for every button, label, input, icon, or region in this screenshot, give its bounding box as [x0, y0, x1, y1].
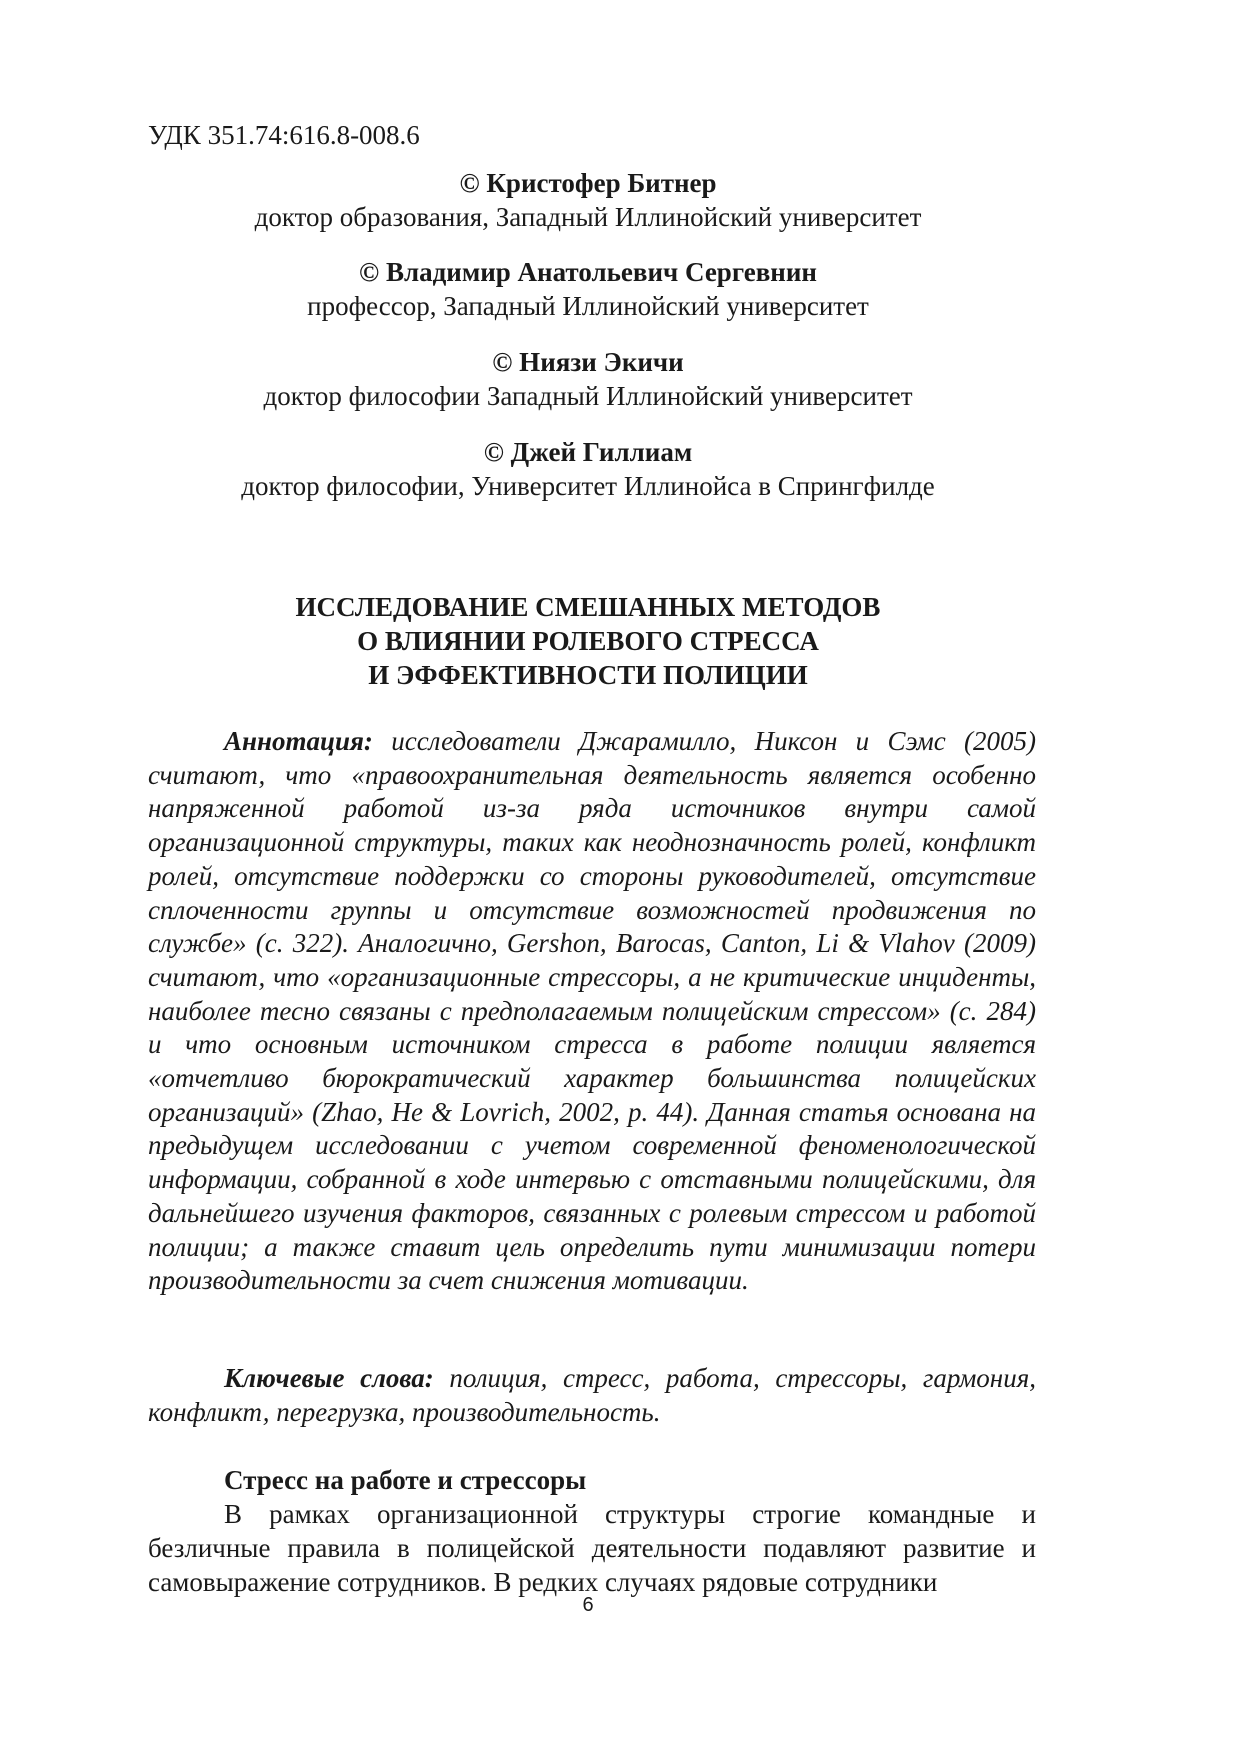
title-line: И ЭФФЕКТИВНОСТИ ПОЛИЦИИ	[368, 660, 808, 690]
page-number: 6	[582, 1594, 594, 1616]
title-line: ИССЛЕДОВАНИЕ СМЕШАННЫХ МЕТОДОВ	[295, 592, 881, 622]
abstract	[148, 725, 1036, 1298]
author-name: © Ниязи Экичи	[492, 347, 684, 377]
keywords-text: полиция, стресс, работа, стрессоры, гармония, конфликт, перегрузка, производительность.	[148, 1363, 1036, 1427]
section-body: В рамках организационной структуры строгие командные и безличные правила в полицейской деятельности подавляют развитие и самовыражение сотрудников. В редких случаях рядовые сотрудники	[148, 1499, 1036, 1597]
author-name: © Джей Гиллиам	[483, 437, 693, 467]
author-affiliation: доктор философии, Университет Иллинойса в Спрингфилде	[241, 471, 935, 501]
author-block	[0, 435, 1176, 503]
abstract-label: Аннотация:	[224, 726, 373, 756]
author-affiliation: доктор образования, Западный Иллинойский университет	[254, 202, 922, 232]
paper-title	[0, 590, 1176, 692]
keywords	[148, 1362, 1036, 1429]
author-affiliation: профессор, Западный Иллинойский университет	[307, 291, 869, 321]
abstract-text: исследователи Джарамилло, Никсон и Сэмс (2005) считают, что «правоохранительная деятельность является особенно напряженной работой из-за ряда источников внутри самой организационной структуры, таких как неоднозначность ролей, конфликт ролей, отсутствие поддержки со стороны руководителей, отсутствие сплоченности группы и отсутствие возможностей продвижения по службе» (с. 322). Аналогично, Gershon, Barocas, Canton, Li & Vlahov (2009) считают, что «организационные стрессоры, а не критические инциденты, наиболее тесно связаны с предполагаемым полицейским стрессом» (с. 284) и что основным источником стресса в работе полиции является «отчетливо бюрократический характер большинства полицейских организаций» (Zhao, He & Lovrich, 2002, p. 44). Данная статья основана на предыдущем исследовании с учетом современной феноменологической информации, собранной в ходе интервью с отставными полицейскими, для дальнейшего изучения факторов, связанных с ролевым стрессом и работой полиции; а также ставит цель определить пути минимизации потери производительности за счет снижения мотивации.	[148, 726, 1037, 1296]
title-line: О ВЛИЯНИИ РОЛЕВОГО СТРЕССА	[357, 626, 819, 656]
author-block	[0, 345, 1176, 413]
author-block	[0, 166, 1176, 234]
author-name: © Владимир Анатольевич Сергевнин	[359, 257, 817, 287]
section-heading: Стресс на работе и стрессоры	[224, 1465, 587, 1495]
author-block	[0, 255, 1176, 323]
author-affiliation: доктор философии Западный Иллинойский университет	[263, 381, 913, 411]
keywords-label: Ключевые слова:	[224, 1363, 434, 1393]
udc-code: УДК 351.74:616.8-008.6	[148, 120, 420, 150]
author-name: © Кристофер Битнер	[459, 168, 717, 198]
